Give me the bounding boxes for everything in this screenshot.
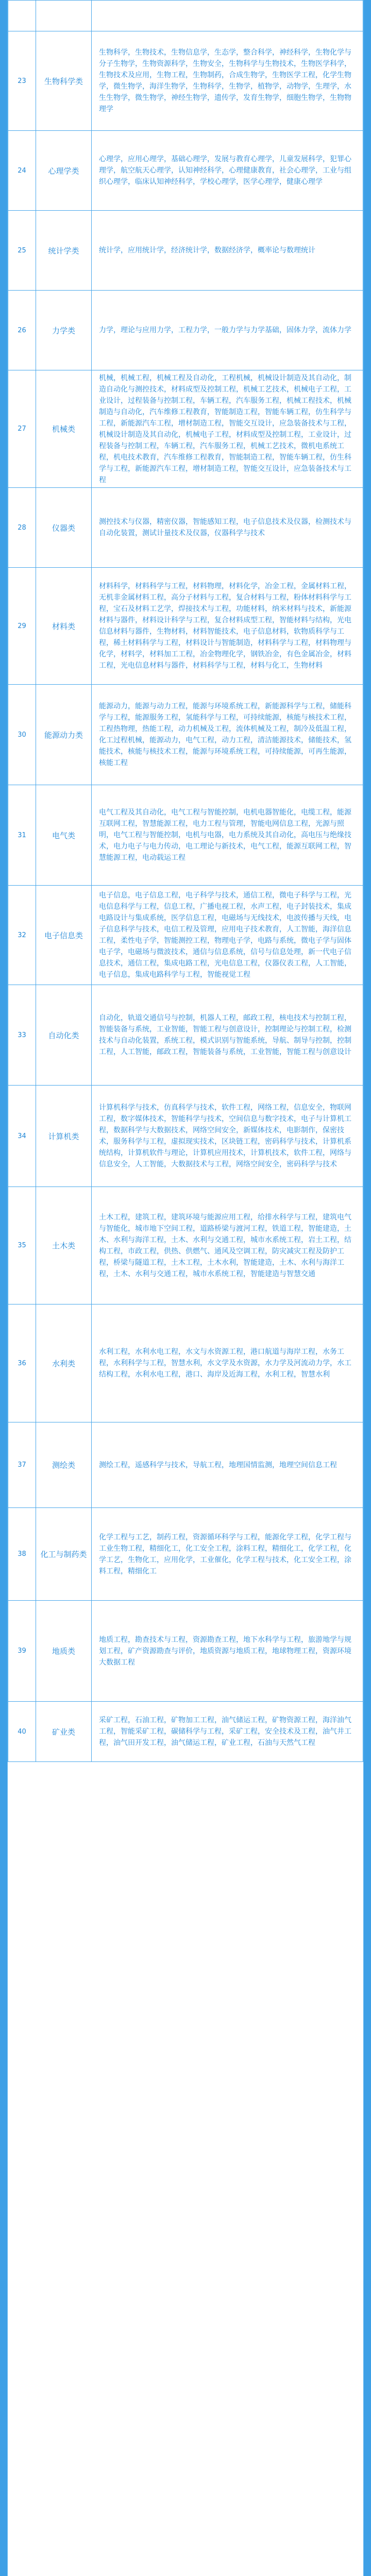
category-name: 电子信息类 — [36, 886, 92, 985]
category-name: 化工与制药类 — [36, 1508, 92, 1601]
category-name: 测绘类 — [36, 1422, 92, 1508]
major-list: 材料科学，材料科学与工程，材料物理，材料化学，冶金工程，金属材料工程，无机非金属材料工程，高分子材料与工程，复合材料与工程，粉体材料科学与工程，宝石及材料工艺学，焊接技术与工程，功能材料，纳米材料与技术，新能源材料与器件，材料设计科学与工程，复合材料成型工程，智能材料与结构，光电信息材料与器件，生物材料，材料智能技术，电子信息材料，软物质科学与工程，稀土材料科学与工程，材料设计与智能制造，材料科学与工程，材料物理与化学，材料学，材料加工工程，冶金物理化学，钢铁冶金，有色金属冶金，材料工程，光电信息材料与器件，材料科学与工程，材料与化工，生物材料 — [92, 568, 363, 685]
table-row — [8, 31, 363, 131]
majors-table — [8, 0, 363, 1762]
table-row — [8, 785, 363, 886]
category-name: 矿业类 — [36, 1702, 92, 1762]
row-number: 24 — [8, 131, 36, 211]
major-list: 测绘工程，遥感科学与技术，导航工程，地理国情监测，地理空间信息工程 — [92, 1422, 363, 1508]
category-name — [36, 1, 92, 31]
category-name: 生物科学类 — [36, 31, 92, 131]
table-row — [8, 1086, 363, 1187]
table-row — [8, 1508, 363, 1601]
row-number: 39 — [8, 1601, 36, 1702]
major-list: 力学，理论与应用力学，工程力学，一般力学与力学基础，固体力学，流体力学 — [92, 291, 363, 370]
row-number: 34 — [8, 1086, 36, 1187]
category-name: 计算机类 — [36, 1086, 92, 1187]
category-name: 土木类 — [36, 1187, 92, 1304]
major-list: 机械，机械工程，机械工程及自动化，工程机械，机械设计制造及其自动化，制造自动化与测控技术，材料成型及控制工程，机械工艺技术，机械电子工程，工业设计，过程装备与控制工程，车辆工程，汽车服务工程，机械工程技术，机械制造与自动化，汽车维修工程教育，智能制造工程，智能车辆工程，仿生科学与工程，新能源汽车工程，增材制造工程，智能交互设计，应急装备技术与工程，机械设计制造及其自动化，机械电子工程，材料成型及控制工程，工业设计，过程装备与控制工程，车辆工程，汽车服务工程，机械工艺技术，微机电系统工程，机电技术教育，汽车维修工程教育，智能制造工程，智能车辆工程，仿生科学与工程，新能源汽车工程，增材制造工程，智能交互设计，应急装备技术与工程 — [92, 370, 363, 488]
table-row — [8, 985, 363, 1086]
category-name: 水利类 — [36, 1304, 92, 1422]
table-row — [8, 685, 363, 785]
row-number: 33 — [8, 985, 36, 1086]
table-row — [8, 488, 363, 568]
major-list: 化学工程与工艺，制药工程，资源循环科学与工程，能源化学工程，化学工程与工业生物工程，精细化工，化工安全工程，涂料工程，精细化工，化学工程，化学工艺，生物化工，应用化学，工业催化，化学工程与技术，化工安全工程，涂料工程，精细化工 — [92, 1508, 363, 1601]
major-list: 生物科学，生物技术，生物信息学，生态学，整合科学，神经科学，生物化学与分子生物学，生物资源科学，生物安全，生物科学与生物技术，生物医学科学，生物技术及应用，生物工程，生物制药，合成生物学，生物医学工程，化学生物学，微生物学，海洋生物学，生物科学，生物学，植物学，动物学，生理学，水生生物学，微生物学，神经生物学，遗传学，发育生物学，细胞生物学，生物物理学 — [92, 31, 363, 131]
row-number: 27 — [8, 370, 36, 488]
category-name: 力学类 — [36, 291, 92, 370]
major-list: 测控技术与仪器，精密仪器，智能感知工程，电子信息技术及仪器，检测技术与自动化装置，测试计量技术及仪器，仪器科学与技术 — [92, 488, 363, 568]
row-number: 40 — [8, 1702, 36, 1762]
table-row — [8, 131, 363, 211]
majors-table-sheet — [7, 0, 364, 2576]
table-row — [8, 568, 363, 685]
major-list: 心理学，应用心理学，基础心理学，发展与教育心理学，儿童发展科学，犯罪心理学，航空航天心理学，认知神经科学，心理健康教育，社会心理学，工业与组织心理学，临床认知神经科学，学校心理学，医学心理学，健康心理学 — [92, 131, 363, 211]
category-name: 自动化类 — [36, 985, 92, 1086]
table-row — [8, 370, 363, 488]
row-number: 37 — [8, 1422, 36, 1508]
category-name: 机械类 — [36, 370, 92, 488]
row-number: 28 — [8, 488, 36, 568]
row-number: 25 — [8, 211, 36, 291]
category-name: 材料类 — [36, 568, 92, 685]
table-row — [8, 1, 363, 31]
category-name: 能源动力类 — [36, 685, 92, 785]
major-list: 水利工程，水利水电工程，水文与水资源工程，港口航道与海岸工程，水务工程，水利科学与工程，智慧水利，水文学及水资源，水力学及河流动力学，水工结构工程，水利水电工程，港口、海岸及近海工程，水利工程，智慧水利 — [92, 1304, 363, 1422]
major-list: 统计学，应用统计学，经济统计学，数据经济学，概率论与数理统计 — [92, 211, 363, 291]
row-number: 36 — [8, 1304, 36, 1422]
row-number: 30 — [8, 685, 36, 785]
major-list: 计算机科学与技术，仿真科学与技术，软件工程，网络工程，信息安全，物联网工程，数字媒体技术，智能科学与技术，空间信息与数字技术，电子与计算机工程，数据科学与大数据技术，网络空间安全，新媒体技术，电影制作，保密技术，服务科学与工程，虚拟现实技术，区块链工程，密码科学与技术，计算机系统结构，计算机软件与理论，计算机应用技术，计算机技术，软件工程，网络与信息安全，人工智能，大数据技术与工程，网络空间安全，密码科学与技术 — [92, 1086, 363, 1187]
row-number: 38 — [8, 1508, 36, 1601]
major-list: 电气工程及其自动化，电气工程与智能控制，电机电器智能化，电缆工程，能源互联网工程，智慧能源工程，电力工程与管理，智能电网信息工程，光源与照明，电气工程与智能控制，电机与电器，电力系统及其自动化，高电压与绝缘技术，电力电子与电力传动，电工理论与新技术，电气工程，能源互联网工程，智慧能源工程，电动载运工程 — [92, 785, 363, 886]
major-list: 能源动力，能源与动力工程，能源与环境系统工程，新能源科学与工程，储能科学与工程，能源服务工程，氢能科学与工程，可持续能源，核能与核技术工程，工程热物理，热能工程，动力机械及工程，流体机械及工程，制冷及低温工程，化工过程机械，能源动力，电气工程，动力工程，清洁能源技术，储能技术，氢能技术，核能与核技术工程，能源与环境系统工程，可持续能源，可再生能源，核能工程 — [92, 685, 363, 785]
category-name: 仪器类 — [36, 488, 92, 568]
major-list: 地质工程，勘查技术与工程，资源勘查工程，地下水科学与工程，旅游地学与规划工程，矿产资源勘查与评价，地质资源与地质工程，地球物理工程，资源环境大数据工程 — [92, 1601, 363, 1702]
row-number: 26 — [8, 291, 36, 370]
table-row — [8, 1187, 363, 1304]
row-number: 31 — [8, 785, 36, 886]
category-name: 电气类 — [36, 785, 92, 886]
major-list: 自动化，轨道交通信号与控制，机器人工程，邮政工程，核电技术与控制工程，智能装备与系统，工业智能，智能工程与创意设计，控制理论与控制工程，检测技术与自动化装置，系统工程，模式识别与智能系统，导航、制导与控制，控制工程，人工智能，邮政工程，智能装备与系统，工业智能，智能工程与创意设计 — [92, 985, 363, 1086]
major-list — [92, 1, 363, 31]
category-name: 心理学类 — [36, 131, 92, 211]
row-number: 29 — [8, 568, 36, 685]
category-name: 统计学类 — [36, 211, 92, 291]
category-name: 地质类 — [36, 1601, 92, 1702]
row-number: 32 — [8, 886, 36, 985]
major-list: 土木工程，建筑工程，建筑环境与能源应用工程，给排水科学与工程，建筑电气与智能化，城市地下空间工程，道路桥梁与渡河工程，铁道工程，智能建造，土木、水利与海洋工程，土木、水利与交通工程，城市水系统工程，岩土工程，结构工程，市政工程，供热、供燃气、通风及空调工程，防灾减灾工程及防护工程，桥梁与隧道工程，土木工程，土木水利，智能建造，土木、水利与海洋工程，土木、水利与交通工程，城市水系统工程，智能建造与智慧交通 — [92, 1187, 363, 1304]
row-number — [8, 1, 36, 31]
table-row — [8, 1422, 363, 1508]
row-number: 23 — [8, 31, 36, 131]
table-row — [8, 1304, 363, 1422]
table-row — [8, 291, 363, 370]
major-list: 电子信息，电子信息工程，电子科学与技术，通信工程，微电子科学与工程，光电信息科学与工程，信息工程，广播电视工程，水声工程，电子封装技术，集成电路设计与集成系统，医学信息工程，电磁场与无线技术，电波传播与天线，电子信息科学与技术，电信工程及管理，应用电子技术教育，人工智能，海洋信息工程，柔性电子学，智能测控工程，物理电子学，电路与系统，微电子学与固体电子学，电磁场与微波技术，通信与信息系统，信号与信息处理，新一代电子信息技术，通信工程，集成电路工程，光电信息工程，仪器仪表工程，人工智能，电子信息，集成电路科学与工程，智能视觉工程 — [92, 886, 363, 985]
table-row — [8, 886, 363, 985]
row-number: 35 — [8, 1187, 36, 1304]
table-row — [8, 1702, 363, 1762]
table-row — [8, 211, 363, 291]
major-list: 采矿工程，石油工程，矿物加工工程，油气储运工程，矿物资源工程，海洋油气工程，智能采矿工程，碳储科学与工程，采矿工程，安全技术及工程，油气井工程，油气田开发工程，油气储运工程，矿业工程，石油与天然气工程 — [92, 1702, 363, 1762]
table-row — [8, 1601, 363, 1702]
